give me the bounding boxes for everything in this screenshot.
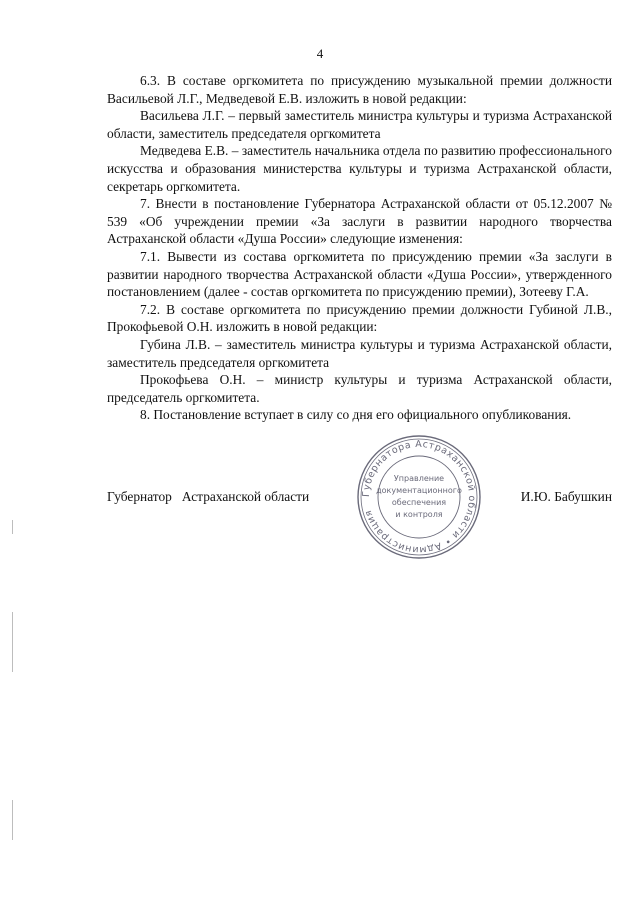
signature-name: И.Ю. Бабушкин	[520, 489, 612, 504]
svg-text:Управление: Управление	[393, 474, 445, 483]
official-stamp	[356, 434, 482, 560]
paragraph-gubina: Губина Л.В. – заместитель министра культуры и туризма Астраханской области, заместитель председателя оргкомитета	[107, 336, 612, 370]
paragraph-7-1: 7.1. Вывести из состава оргкомитета по присуждению премии «За заслуги в развитии народного творчества Астраханской области «Душа России», утвержденного постановлением (далее - состав оргкомитета по присуждению премии), Зотееву Г.А.	[107, 248, 612, 300]
stamp-seal-icon	[356, 434, 482, 560]
paragraph-6-3: 6.3. В составе оргкомитета по присуждению музыкальной премии должности Васильевой Л.Г., Медведевой Е.В. изложить в новой редакции:	[107, 73, 612, 106]
paragraph-prokofyeva: Прокофьева О.Н. – министр культуры и туризма Астраханской области, председатель оргкомитета.	[107, 372, 612, 405]
signature-title: Губернатор Астраханской области	[107, 489, 310, 504]
paragraph-7: 7. Внести в постановление Губернатора Астраханской области от 05.12.2007 № 539 «Об учреждении премии «За заслуги в развитии народного творчества Астраханской области «Душа России» следующие изменения:	[107, 196, 612, 247]
svg-text:документационного: документационного	[376, 486, 462, 495]
paragraph-vasilyeva: Васильева Л.Г. – первый заместитель министра культуры и туризма Астраханской области, заместитель председателя оргкомитета	[107, 108, 612, 141]
document-body	[107, 72, 612, 424]
scan-artifact-line	[12, 612, 13, 672]
svg-text:и контроля: и контроля	[395, 510, 443, 519]
paragraph-7-2: 7.2. В составе оргкомитета по присуждению премии должности Губиной Л.В., Прокофьевой О.Н. изложить в новой редакции:	[107, 301, 612, 335]
paragraph-medvedeva: Медведева Е.В. – заместитель начальника отдела по развитию профессионального искусства и образования министерства культуры и туризма Астраханской области, секретарь оргкомитета.	[107, 143, 612, 194]
scan-artifact-line	[12, 520, 13, 534]
svg-text:Губернатора Астраханской облас: Губернатора Астраханской области • Администрация	[360, 438, 478, 556]
scan-artifact-line	[12, 800, 13, 840]
page-number: 4	[316, 46, 324, 61]
svg-text:обеспечения: обеспечения	[391, 498, 447, 507]
paragraph-8: 8. Постановление вступает в силу со дня его официального опубликования.	[140, 407, 572, 423]
